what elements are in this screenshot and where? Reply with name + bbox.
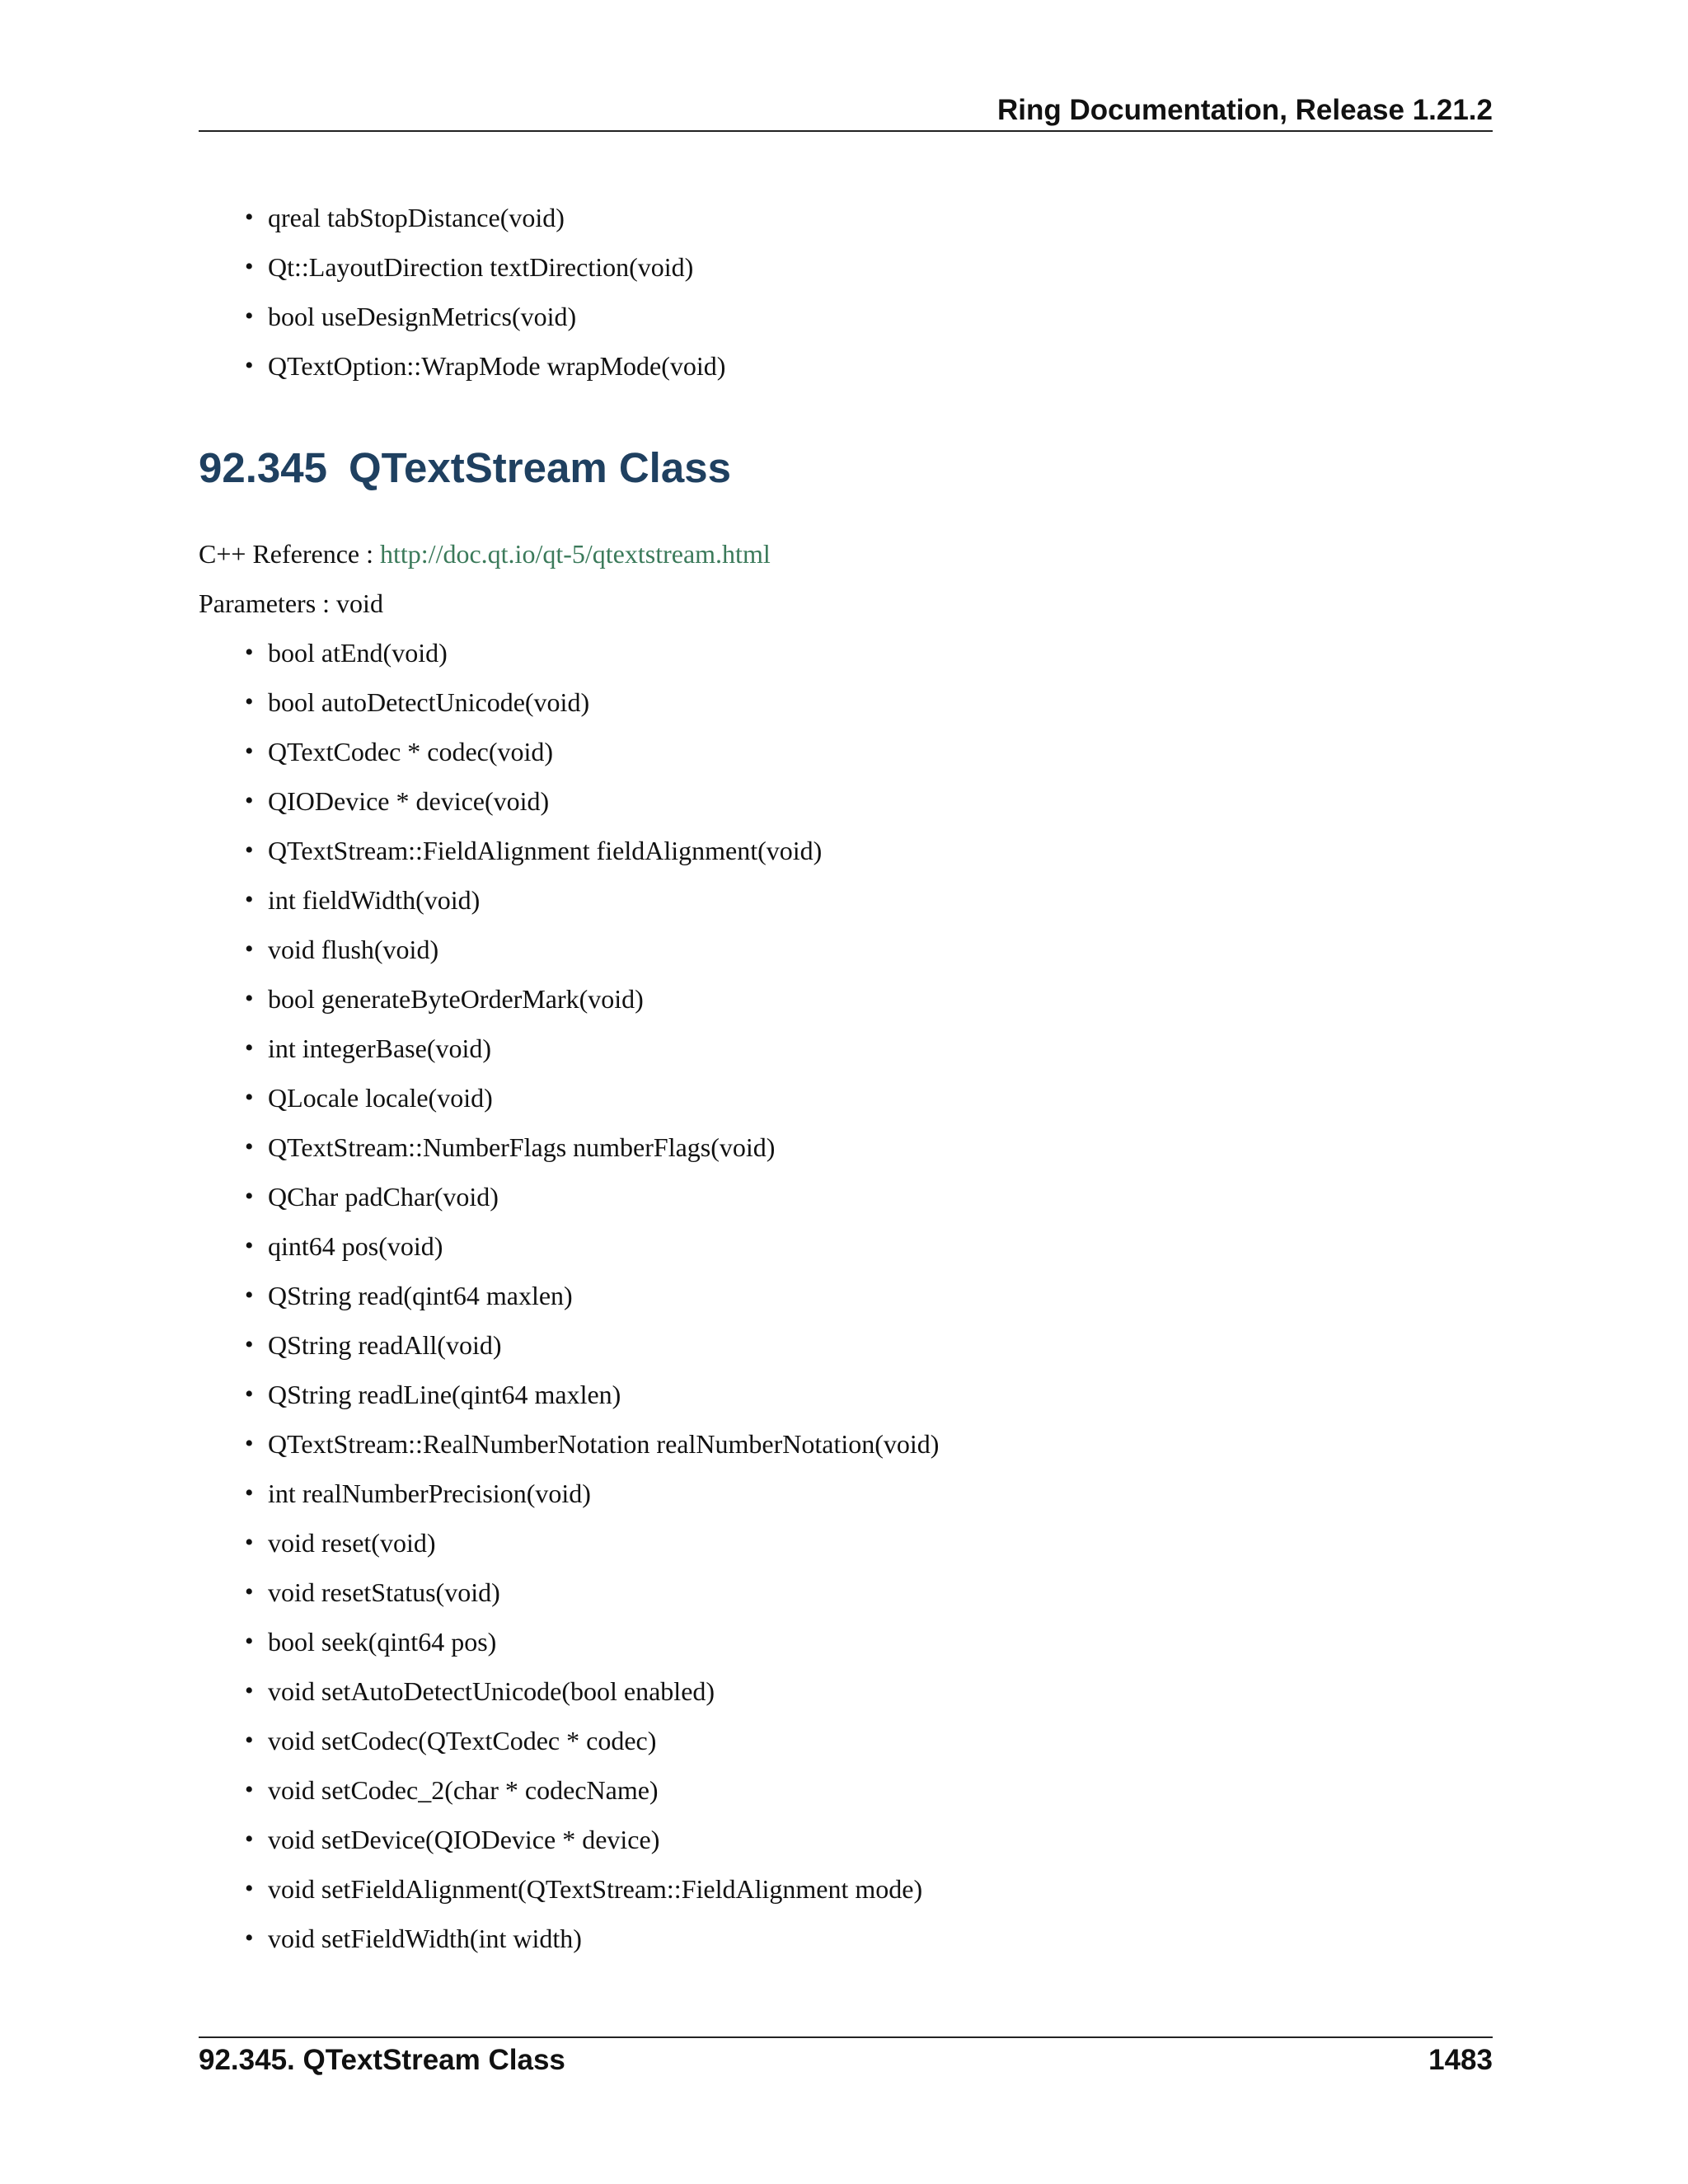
bullet-icon: • xyxy=(245,1529,254,1556)
list-item: • bool atEnd(void) xyxy=(199,628,1493,677)
list-item: • qint64 pos(void) xyxy=(199,1221,1493,1271)
list-item: • QChar padChar(void) xyxy=(199,1172,1493,1221)
list-item: • void setDevice(QIODevice * device) xyxy=(199,1815,1493,1864)
bullet-icon: • xyxy=(245,352,254,379)
bullet-icon: • xyxy=(245,1628,254,1655)
bullet-icon: • xyxy=(245,253,254,280)
list-item: • int integerBase(void) xyxy=(199,1024,1493,1073)
list-item: • void reset(void) xyxy=(199,1518,1493,1568)
list-item: • void setFieldAlignment(QTextStream::FieldAlignment mode) xyxy=(199,1864,1493,1914)
bullet-icon: • xyxy=(245,1677,254,1704)
list-item: • QTextStream::RealNumberNotation realNumberNotation(void) xyxy=(199,1419,1493,1469)
section-number: 92.345 xyxy=(199,444,327,491)
bullet-icon: • xyxy=(245,1232,254,1259)
list-item: • QIODevice * device(void) xyxy=(199,776,1493,826)
bullet-icon: • xyxy=(245,1776,254,1803)
previous-section-method-list xyxy=(199,193,1493,391)
bullet-icon: • xyxy=(245,1924,254,1952)
list-item: • Qt::LayoutDirection textDirection(void) xyxy=(199,242,1493,292)
list-item: • bool seek(qint64 pos) xyxy=(199,1617,1493,1666)
bullet-icon: • xyxy=(245,1282,254,1309)
list-item: • QTextCodec * codec(void) xyxy=(199,727,1493,776)
section-heading xyxy=(199,442,731,494)
list-item: • QTextStream::FieldAlignment fieldAlignment(void) xyxy=(199,826,1493,875)
bullet-icon: • xyxy=(245,1034,254,1062)
bullet-icon: • xyxy=(245,204,254,231)
bullet-icon: • xyxy=(245,1479,254,1507)
list-item: • QLocale locale(void) xyxy=(199,1073,1493,1122)
bullet-icon: • xyxy=(245,688,254,715)
list-item: • void resetStatus(void) xyxy=(199,1568,1493,1617)
bullet-icon: • xyxy=(245,1380,254,1408)
bullet-icon: • xyxy=(245,639,254,666)
bullet-icon: • xyxy=(245,302,254,330)
running-footer xyxy=(199,2042,1493,2079)
bullet-icon: • xyxy=(245,935,254,963)
reference-label: C++ Reference : xyxy=(199,539,373,569)
list-item: • bool generateByteOrderMark(void) xyxy=(199,974,1493,1024)
list-item: • void setAutoDetectUnicode(bool enabled) xyxy=(199,1666,1493,1716)
bullet-icon: • xyxy=(245,1578,254,1605)
header-divider xyxy=(199,130,1493,132)
bullet-icon: • xyxy=(245,837,254,864)
bullet-icon: • xyxy=(245,1825,254,1853)
bullet-icon: • xyxy=(245,1133,254,1160)
cpp-reference-line xyxy=(199,529,771,579)
bullet-icon: • xyxy=(245,787,254,814)
footer-section-label: 92.345. QTextStream Class xyxy=(199,2044,565,2076)
list-item: • QString readAll(void) xyxy=(199,1320,1493,1370)
document-page xyxy=(199,0,1493,2184)
list-item: • void setCodec_2(char * codecName) xyxy=(199,1765,1493,1815)
section-title: QTextStream Class xyxy=(349,444,731,491)
reference-link[interactable]: http://doc.qt.io/qt-5/qtextstream.html xyxy=(380,539,771,569)
list-item: • void flush(void) xyxy=(199,925,1493,974)
parameters-line xyxy=(199,579,383,628)
bullet-icon: • xyxy=(245,886,254,913)
bullet-icon: • xyxy=(245,985,254,1012)
qtextstream-method-list xyxy=(199,628,1493,1963)
bullet-icon: • xyxy=(245,738,254,765)
bullet-icon: • xyxy=(245,1875,254,1902)
list-item: • QString readLine(qint64 maxlen) xyxy=(199,1370,1493,1419)
list-item: • qreal tabStopDistance(void) xyxy=(199,193,1493,242)
bullet-icon: • xyxy=(245,1331,254,1358)
bullet-icon: • xyxy=(245,1183,254,1210)
list-item: • bool autoDetectUnicode(void) xyxy=(199,677,1493,727)
list-item: • int fieldWidth(void) xyxy=(199,875,1493,925)
page-number: 1483 xyxy=(1428,2044,1493,2076)
list-item: • QTextOption::WrapMode wrapMode(void) xyxy=(199,341,1493,391)
list-item: • int realNumberPrecision(void) xyxy=(199,1469,1493,1518)
list-item: • QTextStream::NumberFlags numberFlags(void) xyxy=(199,1122,1493,1172)
bullet-icon: • xyxy=(245,1727,254,1754)
bullet-icon: • xyxy=(245,1430,254,1457)
running-header: Ring Documentation, Release 1.21.2 xyxy=(996,94,1493,126)
list-item: • void setFieldWidth(int width) xyxy=(199,1914,1493,1963)
footer-divider xyxy=(199,2036,1493,2038)
parameters-label: Parameters : xyxy=(199,588,331,618)
parameters-value: void xyxy=(336,588,383,618)
bullet-icon: • xyxy=(245,1084,254,1111)
list-item: • void setCodec(QTextCodec * codec) xyxy=(199,1716,1493,1765)
list-item: • bool useDesignMetrics(void) xyxy=(199,292,1493,341)
list-item: • QString read(qint64 maxlen) xyxy=(199,1271,1493,1320)
